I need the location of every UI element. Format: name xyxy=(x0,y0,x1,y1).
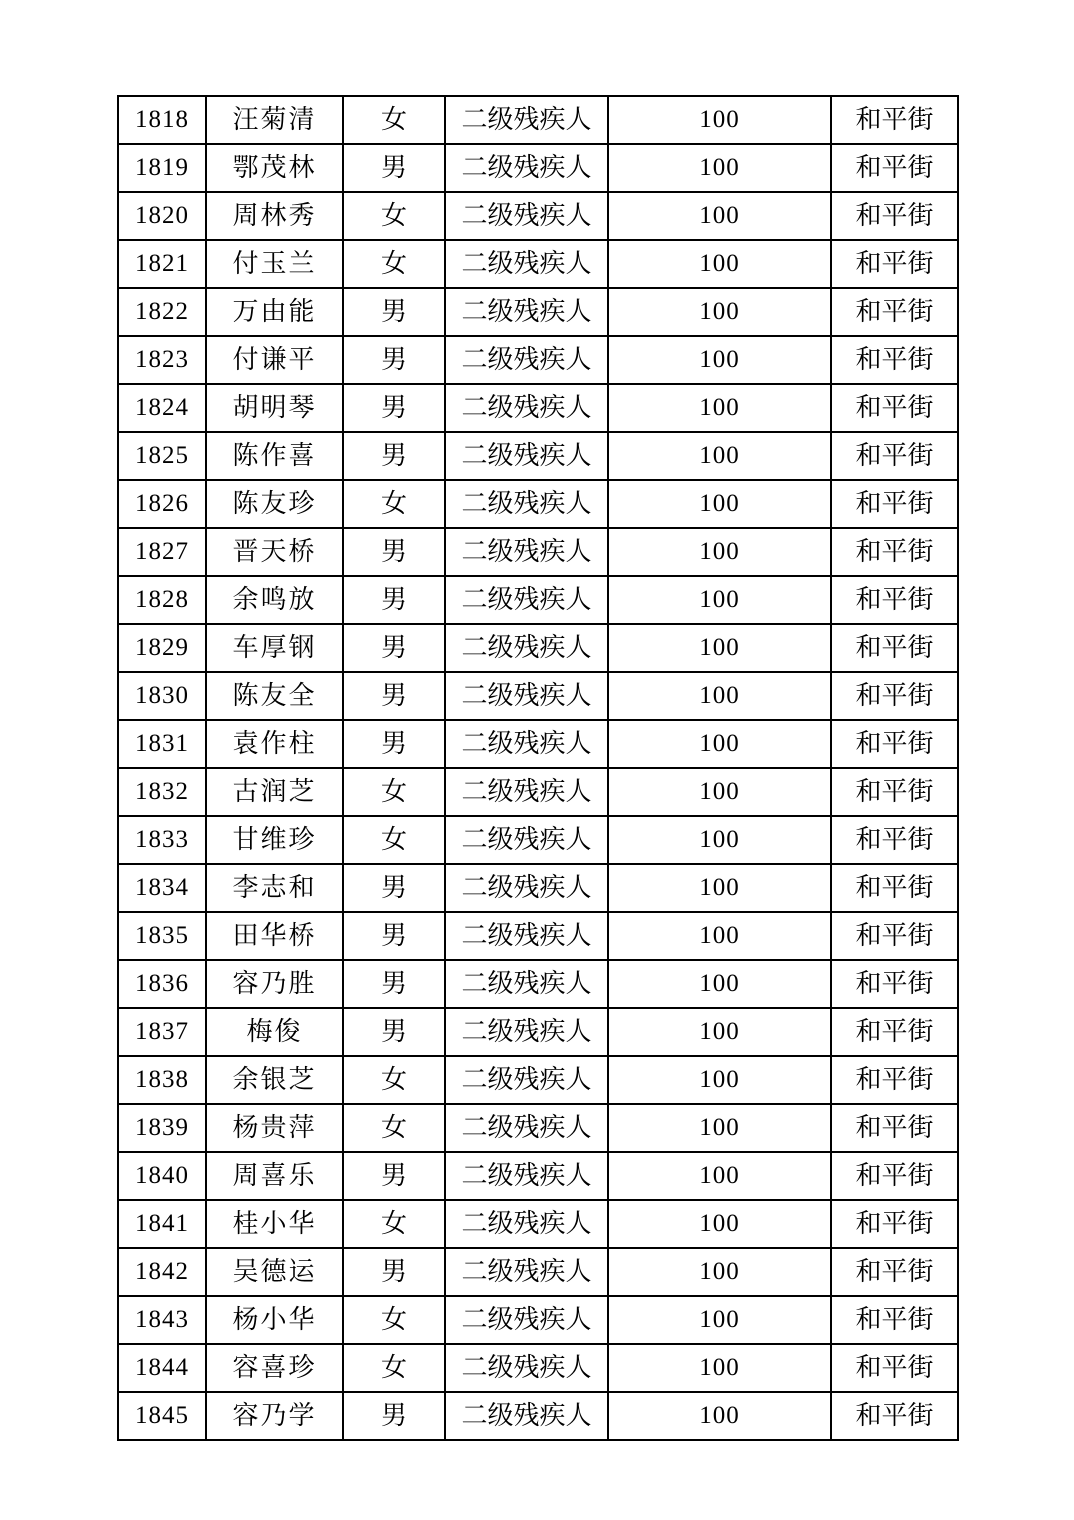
table-row xyxy=(118,1200,958,1248)
cell-street: 和平街 xyxy=(831,432,958,480)
cell-amount: 100 xyxy=(608,864,831,912)
cell-serial-number: 1826 xyxy=(118,480,206,528)
table-row xyxy=(118,1296,958,1344)
table-row xyxy=(118,720,958,768)
cell-category: 二级残疾人 xyxy=(445,384,608,432)
cell-amount: 100 xyxy=(608,1200,831,1248)
cell-serial-number: 1838 xyxy=(118,1056,206,1104)
table-row xyxy=(118,96,958,144)
table-row xyxy=(118,912,958,960)
cell-gender: 女 xyxy=(343,96,445,144)
cell-gender: 女 xyxy=(343,192,445,240)
cell-category: 二级残疾人 xyxy=(445,480,608,528)
cell-serial-number: 1834 xyxy=(118,864,206,912)
cell-amount: 100 xyxy=(608,624,831,672)
cell-street: 和平街 xyxy=(831,1056,958,1104)
cell-person-name: 胡明琴 xyxy=(206,384,343,432)
cell-person-name: 晋天桥 xyxy=(206,528,343,576)
cell-street: 和平街 xyxy=(831,96,958,144)
cell-street: 和平街 xyxy=(831,960,958,1008)
cell-serial-number: 1845 xyxy=(118,1392,206,1440)
cell-amount: 100 xyxy=(608,816,831,864)
cell-person-name: 付玉兰 xyxy=(206,240,343,288)
cell-gender: 女 xyxy=(343,1344,445,1392)
cell-gender: 女 xyxy=(343,1296,445,1344)
cell-amount: 100 xyxy=(608,1248,831,1296)
cell-person-name: 鄂茂林 xyxy=(206,144,343,192)
cell-street: 和平街 xyxy=(831,576,958,624)
cell-category: 二级残疾人 xyxy=(445,336,608,384)
cell-serial-number: 1829 xyxy=(118,624,206,672)
cell-category: 二级残疾人 xyxy=(445,1056,608,1104)
table-row xyxy=(118,480,958,528)
cell-person-name: 汪菊清 xyxy=(206,96,343,144)
cell-person-name: 余银芝 xyxy=(206,1056,343,1104)
cell-category: 二级残疾人 xyxy=(445,1008,608,1056)
cell-person-name: 周喜乐 xyxy=(206,1152,343,1200)
cell-street: 和平街 xyxy=(831,672,958,720)
cell-gender: 男 xyxy=(343,960,445,1008)
cell-street: 和平街 xyxy=(831,624,958,672)
cell-gender: 男 xyxy=(343,1008,445,1056)
cell-amount: 100 xyxy=(608,1056,831,1104)
cell-street: 和平街 xyxy=(831,816,958,864)
cell-serial-number: 1832 xyxy=(118,768,206,816)
cell-serial-number: 1823 xyxy=(118,336,206,384)
cell-gender: 女 xyxy=(343,816,445,864)
cell-street: 和平街 xyxy=(831,384,958,432)
cell-amount: 100 xyxy=(608,384,831,432)
cell-serial-number: 1819 xyxy=(118,144,206,192)
cell-street: 和平街 xyxy=(831,240,958,288)
cell-gender: 男 xyxy=(343,1392,445,1440)
cell-serial-number: 1833 xyxy=(118,816,206,864)
cell-amount: 100 xyxy=(608,1296,831,1344)
cell-street: 和平街 xyxy=(831,1248,958,1296)
cell-gender: 女 xyxy=(343,1200,445,1248)
cell-gender: 女 xyxy=(343,1104,445,1152)
cell-gender: 男 xyxy=(343,288,445,336)
cell-street: 和平街 xyxy=(831,768,958,816)
cell-category: 二级残疾人 xyxy=(445,576,608,624)
cell-amount: 100 xyxy=(608,192,831,240)
cell-amount: 100 xyxy=(608,240,831,288)
cell-serial-number: 1824 xyxy=(118,384,206,432)
cell-gender: 男 xyxy=(343,144,445,192)
table-row xyxy=(118,336,958,384)
cell-serial-number: 1825 xyxy=(118,432,206,480)
cell-serial-number: 1827 xyxy=(118,528,206,576)
cell-amount: 100 xyxy=(608,672,831,720)
table-row xyxy=(118,816,958,864)
cell-person-name: 甘维珍 xyxy=(206,816,343,864)
cell-person-name: 陈作喜 xyxy=(206,432,343,480)
cell-category: 二级残疾人 xyxy=(445,1104,608,1152)
cell-amount: 100 xyxy=(608,1344,831,1392)
cell-gender: 男 xyxy=(343,432,445,480)
cell-serial-number: 1828 xyxy=(118,576,206,624)
cell-category: 二级残疾人 xyxy=(445,288,608,336)
table-row xyxy=(118,1248,958,1296)
cell-gender: 女 xyxy=(343,240,445,288)
cell-person-name: 田华桥 xyxy=(206,912,343,960)
cell-amount: 100 xyxy=(608,528,831,576)
cell-serial-number: 1844 xyxy=(118,1344,206,1392)
cell-gender: 女 xyxy=(343,768,445,816)
cell-amount: 100 xyxy=(608,960,831,1008)
table-row xyxy=(118,528,958,576)
cell-category: 二级残疾人 xyxy=(445,768,608,816)
cell-street: 和平街 xyxy=(831,912,958,960)
cell-gender: 男 xyxy=(343,624,445,672)
table-row xyxy=(118,576,958,624)
table-row xyxy=(118,1056,958,1104)
cell-street: 和平街 xyxy=(831,144,958,192)
cell-person-name: 梅俊 xyxy=(206,1008,343,1056)
benefit-roster-table xyxy=(117,95,959,1441)
cell-gender: 男 xyxy=(343,672,445,720)
cell-amount: 100 xyxy=(608,1008,831,1056)
cell-serial-number: 1842 xyxy=(118,1248,206,1296)
cell-street: 和平街 xyxy=(831,1296,958,1344)
cell-amount: 100 xyxy=(608,432,831,480)
table-row xyxy=(118,1008,958,1056)
cell-street: 和平街 xyxy=(831,1200,958,1248)
cell-person-name: 杨小华 xyxy=(206,1296,343,1344)
table-row xyxy=(118,1392,958,1440)
roster-table-body xyxy=(118,96,958,1440)
cell-person-name: 万由能 xyxy=(206,288,343,336)
cell-amount: 100 xyxy=(608,480,831,528)
cell-amount: 100 xyxy=(608,336,831,384)
cell-street: 和平街 xyxy=(831,864,958,912)
cell-person-name: 余鸣放 xyxy=(206,576,343,624)
cell-amount: 100 xyxy=(608,912,831,960)
cell-person-name: 车厚钢 xyxy=(206,624,343,672)
cell-category: 二级残疾人 xyxy=(445,864,608,912)
cell-serial-number: 1839 xyxy=(118,1104,206,1152)
cell-street: 和平街 xyxy=(831,336,958,384)
cell-serial-number: 1835 xyxy=(118,912,206,960)
cell-category: 二级残疾人 xyxy=(445,1296,608,1344)
table-row xyxy=(118,144,958,192)
table-row xyxy=(118,384,958,432)
cell-category: 二级残疾人 xyxy=(445,1248,608,1296)
cell-serial-number: 1843 xyxy=(118,1296,206,1344)
cell-person-name: 付谦平 xyxy=(206,336,343,384)
cell-street: 和平街 xyxy=(831,288,958,336)
table-row xyxy=(118,864,958,912)
cell-gender: 男 xyxy=(343,576,445,624)
cell-person-name: 容喜珍 xyxy=(206,1344,343,1392)
cell-gender: 男 xyxy=(343,720,445,768)
cell-amount: 100 xyxy=(608,1392,831,1440)
cell-person-name: 桂小华 xyxy=(206,1200,343,1248)
cell-gender: 男 xyxy=(343,384,445,432)
cell-street: 和平街 xyxy=(831,1344,958,1392)
cell-street: 和平街 xyxy=(831,1008,958,1056)
cell-street: 和平街 xyxy=(831,1152,958,1200)
cell-category: 二级残疾人 xyxy=(445,240,608,288)
cell-amount: 100 xyxy=(608,768,831,816)
cell-person-name: 袁作柱 xyxy=(206,720,343,768)
cell-street: 和平街 xyxy=(831,480,958,528)
cell-street: 和平街 xyxy=(831,528,958,576)
cell-amount: 100 xyxy=(608,1104,831,1152)
cell-serial-number: 1837 xyxy=(118,1008,206,1056)
cell-gender: 男 xyxy=(343,336,445,384)
cell-category: 二级残疾人 xyxy=(445,816,608,864)
cell-street: 和平街 xyxy=(831,720,958,768)
cell-gender: 女 xyxy=(343,480,445,528)
cell-street: 和平街 xyxy=(831,1104,958,1152)
cell-person-name: 容乃学 xyxy=(206,1392,343,1440)
cell-category: 二级残疾人 xyxy=(445,1392,608,1440)
cell-category: 二级残疾人 xyxy=(445,1200,608,1248)
table-row xyxy=(118,240,958,288)
cell-category: 二级残疾人 xyxy=(445,192,608,240)
cell-gender: 男 xyxy=(343,528,445,576)
cell-amount: 100 xyxy=(608,288,831,336)
cell-gender: 男 xyxy=(343,912,445,960)
cell-gender: 男 xyxy=(343,864,445,912)
table-row xyxy=(118,192,958,240)
cell-category: 二级残疾人 xyxy=(445,96,608,144)
cell-person-name: 古润芝 xyxy=(206,768,343,816)
cell-category: 二级残疾人 xyxy=(445,432,608,480)
cell-serial-number: 1830 xyxy=(118,672,206,720)
cell-gender: 男 xyxy=(343,1248,445,1296)
table-row xyxy=(118,1152,958,1200)
table-row xyxy=(118,1104,958,1152)
cell-category: 二级残疾人 xyxy=(445,672,608,720)
cell-person-name: 容乃胜 xyxy=(206,960,343,1008)
cell-category: 二级残疾人 xyxy=(445,144,608,192)
table-row xyxy=(118,1344,958,1392)
cell-category: 二级残疾人 xyxy=(445,912,608,960)
cell-gender: 女 xyxy=(343,1056,445,1104)
cell-amount: 100 xyxy=(608,720,831,768)
cell-gender: 男 xyxy=(343,1152,445,1200)
cell-category: 二级残疾人 xyxy=(445,624,608,672)
cell-amount: 100 xyxy=(608,144,831,192)
cell-person-name: 陈友珍 xyxy=(206,480,343,528)
table-row xyxy=(118,672,958,720)
table-row xyxy=(118,432,958,480)
cell-serial-number: 1836 xyxy=(118,960,206,1008)
cell-serial-number: 1831 xyxy=(118,720,206,768)
cell-serial-number: 1818 xyxy=(118,96,206,144)
cell-category: 二级残疾人 xyxy=(445,1152,608,1200)
cell-category: 二级残疾人 xyxy=(445,528,608,576)
cell-serial-number: 1840 xyxy=(118,1152,206,1200)
cell-person-name: 李志和 xyxy=(206,864,343,912)
table-row xyxy=(118,624,958,672)
cell-person-name: 周林秀 xyxy=(206,192,343,240)
cell-person-name: 杨贵萍 xyxy=(206,1104,343,1152)
table-row xyxy=(118,288,958,336)
cell-amount: 100 xyxy=(608,1152,831,1200)
cell-category: 二级残疾人 xyxy=(445,720,608,768)
cell-person-name: 陈友全 xyxy=(206,672,343,720)
cell-street: 和平街 xyxy=(831,1392,958,1440)
table-row xyxy=(118,960,958,1008)
cell-category: 二级残疾人 xyxy=(445,1344,608,1392)
cell-serial-number: 1822 xyxy=(118,288,206,336)
cell-amount: 100 xyxy=(608,576,831,624)
cell-street: 和平街 xyxy=(831,192,958,240)
cell-person-name: 吴德运 xyxy=(206,1248,343,1296)
cell-serial-number: 1820 xyxy=(118,192,206,240)
cell-amount: 100 xyxy=(608,96,831,144)
cell-serial-number: 1841 xyxy=(118,1200,206,1248)
cell-category: 二级残疾人 xyxy=(445,960,608,1008)
cell-serial-number: 1821 xyxy=(118,240,206,288)
table-row xyxy=(118,768,958,816)
